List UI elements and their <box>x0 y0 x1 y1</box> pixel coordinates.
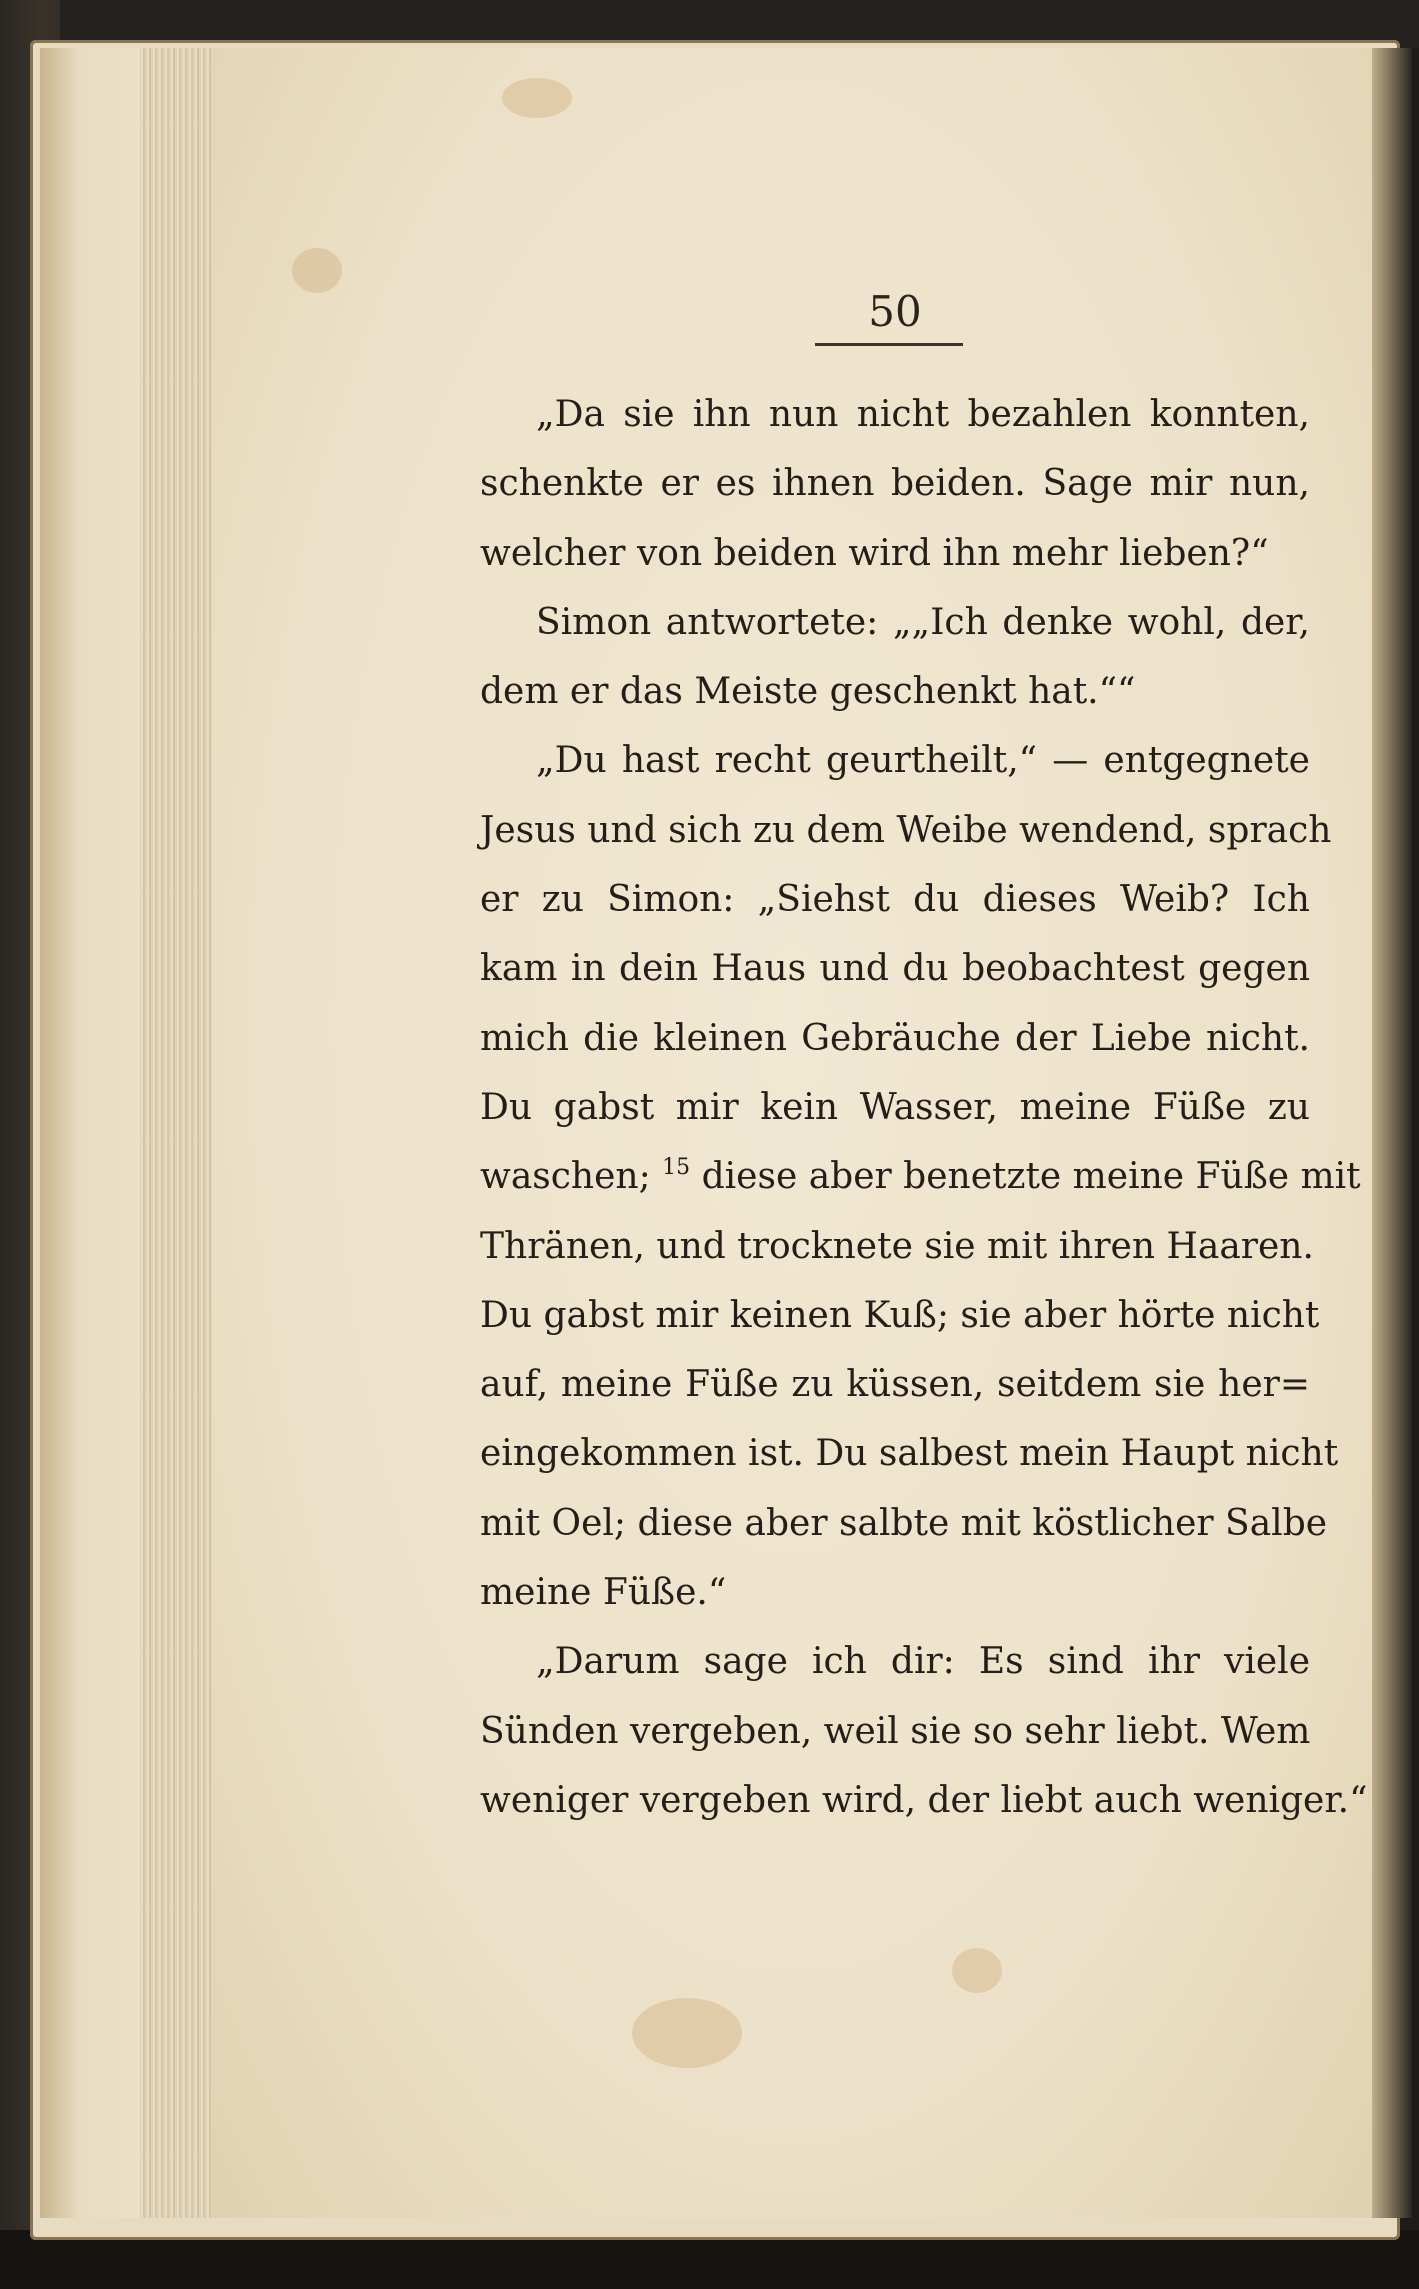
text-line: Jesus und sich zu dem Weibe wendend, sprach <box>480 809 1332 851</box>
text-segment: waschen; <box>480 1156 663 1198</box>
text-line: schenkte er es ihnen beiden. Sage mir nun, <box>480 463 1310 505</box>
foxing-stain <box>632 1998 742 2068</box>
text-line: mich die kleinen Gebräuche der Liebe nicht. <box>480 1017 1310 1059</box>
foxing-stain <box>502 78 572 118</box>
text-line: Simon antwortete: „„Ich denke wohl, der, <box>536 601 1310 643</box>
text-segment: diese aber benetzte meine Füße mit <box>690 1156 1361 1198</box>
text-line: „Du hast recht geurtheilt,“ — entgegnete <box>536 740 1310 782</box>
text-line: „Da sie ihn nun nicht bezahlen konnten, <box>536 394 1310 435</box>
text-line: auf, meine Füße zu küssen, seitdem sie her= <box>480 1364 1310 1406</box>
foxing-stain <box>292 248 342 293</box>
text-line <box>480 1142 1361 1211</box>
text-line: weniger vergeben wird, der liebt auch weniger.“ <box>480 1779 1368 1821</box>
text-line: dem er das Meiste geschenkt hat.““ <box>480 671 1136 713</box>
header-rule <box>815 343 963 346</box>
text-line: Sünden vergeben, weil sie so sehr liebt. Wem <box>480 1710 1311 1752</box>
text-line: mit Oel; diese aber salbte mit köstlicher Salbe <box>480 1502 1328 1544</box>
foxing-stain <box>952 1948 1002 1993</box>
text-line: kam in dein Haus und du beobachtest gegen <box>480 948 1310 990</box>
facing-page-margin <box>40 48 140 2218</box>
verse-number: 15 <box>662 1155 691 1181</box>
text-line: Thränen, und trocknete sie mit ihren Haaren. <box>480 1225 1314 1267</box>
page-edges <box>140 48 212 2218</box>
text-line: meine Füße.“ <box>480 1572 727 1614</box>
text-line: „Darum sage ich dir: Es sind ihr viele <box>536 1641 1310 1683</box>
text-line: Du gabst mir keinen Kuß; sie aber hörte nicht <box>480 1294 1320 1336</box>
body-text <box>480 380 1368 1835</box>
text-line: welcher von beiden wird ihn mehr lieben?“ <box>480 532 1269 574</box>
page-gutter-shadow <box>1372 48 1412 2218</box>
text-line: er zu Simon: „Siehst du dieses Weib? Ich <box>480 879 1310 921</box>
text-line: eingekommen ist. Du salbest mein Haupt nicht <box>480 1433 1339 1475</box>
text-line: Du gabst mir kein Wasser, meine Füße zu <box>480 1086 1310 1128</box>
page-number: 50 <box>868 287 922 336</box>
